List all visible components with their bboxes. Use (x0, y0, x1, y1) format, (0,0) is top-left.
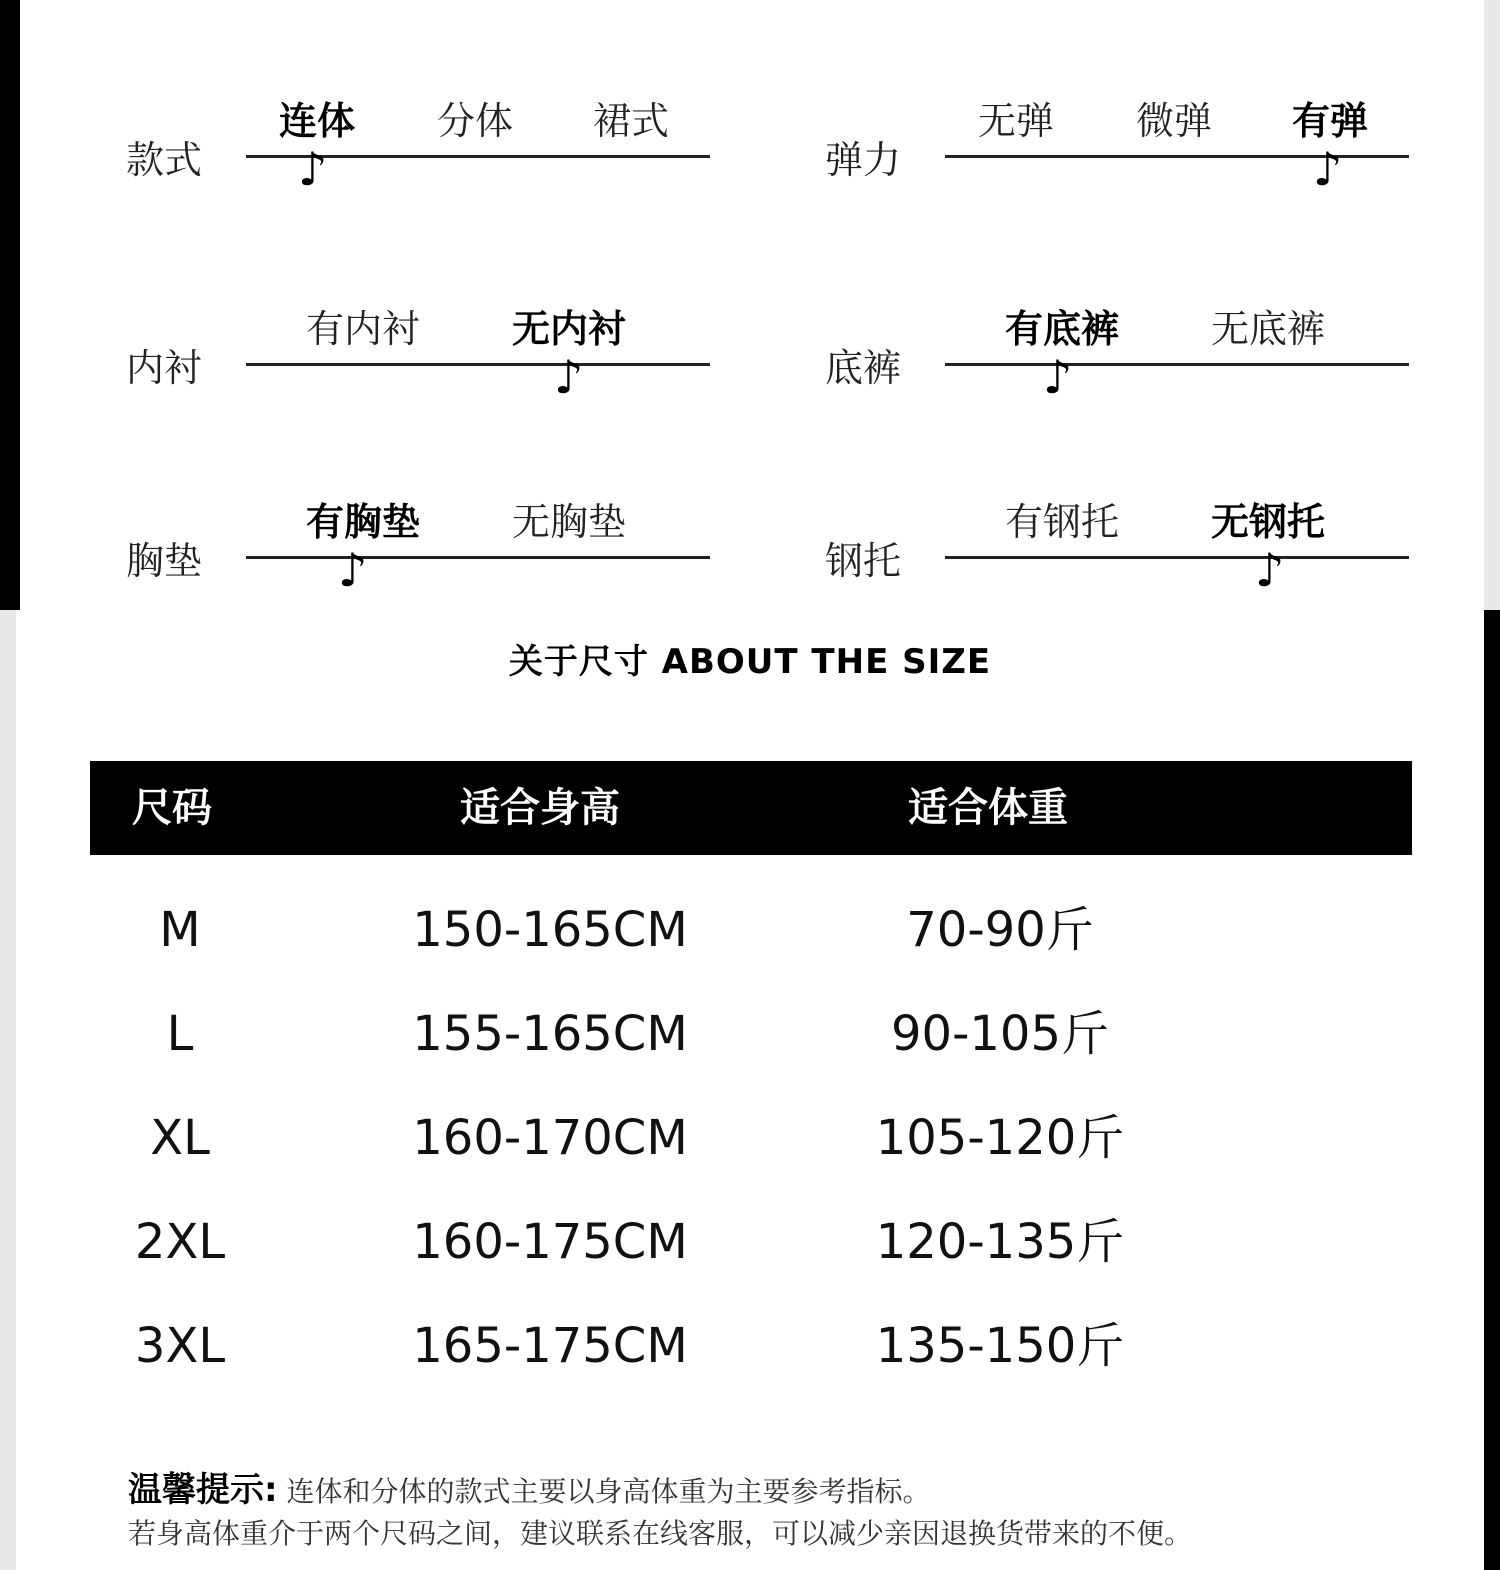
cell-weight: 120-135斤 (875, 1214, 1125, 1270)
tips-line-1 (128, 1462, 931, 1511)
option-selected: 有胸垫 (305, 500, 420, 544)
header-weight: 适合体重 (908, 785, 1068, 831)
attribute-underwire (825, 501, 1500, 621)
table-row (90, 1086, 1412, 1190)
attribute-elasticity (825, 100, 1500, 220)
option: 分体 (436, 99, 513, 143)
cell-height: 165-175CM (412, 1318, 688, 1374)
attribute-label: 钢托 (825, 539, 902, 583)
cell-weight: 135-150斤 (875, 1318, 1125, 1374)
attribute-style (126, 100, 826, 220)
attribute-chest-pad (126, 501, 826, 621)
table-row (90, 1190, 1412, 1294)
attribute-briefs (825, 308, 1500, 428)
option: 无弹 (977, 99, 1054, 143)
cell-height: 160-170CM (412, 1110, 688, 1166)
music-note-icon: ♪ (338, 543, 368, 597)
header-size: 尺码 (132, 785, 212, 831)
option: 裙式 (592, 99, 669, 143)
attribute-label: 内衬 (126, 346, 203, 390)
option: 无底裤 (1210, 307, 1325, 351)
option: 微弹 (1135, 99, 1212, 143)
music-note-icon: ♪ (1313, 142, 1343, 196)
attribute-line (246, 363, 710, 366)
left-edge-strip (0, 0, 20, 610)
cell-weight: 90-105斤 (890, 1006, 1110, 1062)
header-height: 适合身高 (460, 785, 620, 831)
cell-size: 2XL (134, 1214, 226, 1270)
attribute-line (945, 363, 1409, 366)
cell-height: 160-175CM (412, 1214, 688, 1270)
table-row (90, 878, 1412, 982)
option-selected: 无内衬 (511, 307, 626, 351)
attribute-lining (126, 308, 826, 428)
table-row (90, 982, 1412, 1086)
cell-height: 150-165CM (412, 902, 688, 958)
attribute-label: 款式 (126, 138, 203, 182)
left-edge-strip-lower (0, 610, 16, 1570)
option: 无胸垫 (511, 500, 626, 544)
option: 有内衬 (305, 307, 420, 351)
music-note-icon: ♪ (298, 142, 328, 196)
table-row (90, 1294, 1412, 1398)
option-selected: 连体 (278, 99, 355, 143)
attribute-label: 弹力 (825, 138, 902, 182)
option-selected: 有弹 (1291, 99, 1368, 143)
option-selected: 无钢托 (1210, 500, 1325, 544)
tips-text-1: 连体和分体的款式主要以身高体重为主要参考指标。 (286, 1475, 931, 1508)
cell-height: 155-165CM (412, 1006, 688, 1062)
attribute-label: 胸垫 (126, 539, 203, 583)
option-selected: 有底裤 (1004, 307, 1119, 351)
tips-title: 温馨提示: (128, 1470, 278, 1510)
cell-weight: 70-90斤 (906, 902, 1094, 958)
size-table-header (90, 761, 1412, 855)
cell-size: XL (150, 1110, 210, 1166)
music-note-icon: ♪ (1043, 350, 1073, 404)
tips-line-2 (128, 1512, 1192, 1552)
attribute-line (246, 556, 710, 559)
cell-size: 3XL (134, 1318, 226, 1374)
attribute-label: 底裤 (825, 346, 902, 390)
cell-weight: 105-120斤 (875, 1110, 1125, 1166)
right-edge-strip-lower (1484, 610, 1500, 1570)
option: 有钢托 (1004, 500, 1119, 544)
tips-text-2: 若身高体重介于两个尺码之间，建议联系在线客服，可以减少亲因退换货带来的不便。 (128, 1517, 1193, 1550)
size-section-title: 关于尺寸 ABOUT THE SIZE (508, 642, 992, 682)
cell-size: M (159, 902, 201, 958)
music-note-icon: ♪ (554, 350, 584, 404)
cell-size: L (166, 1006, 194, 1062)
music-note-icon: ♪ (1255, 543, 1285, 597)
attribute-line (945, 556, 1409, 559)
